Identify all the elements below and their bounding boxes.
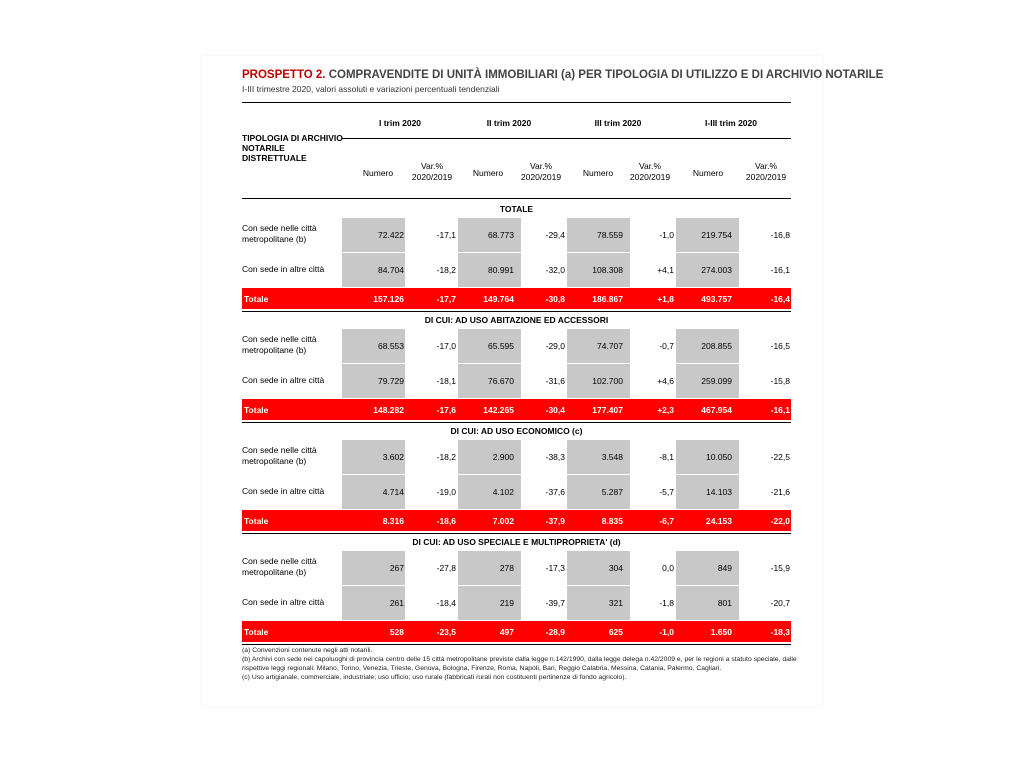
table-cell: 5.287: [601, 487, 623, 497]
footnote: (c) Uso artigianale, commerciale, industriale; uso ufficio; uso rurale (fabbricati rurali non costituenti pertinenze di fondo agricolo).: [242, 674, 627, 681]
total-label: Totale: [244, 627, 269, 637]
header-period-3: III trim 2020: [594, 118, 642, 128]
table-cell: -16,5: [770, 341, 790, 351]
table-cell: -18,2: [436, 265, 456, 275]
footnotes: [242, 646, 802, 682]
header-row-label-1: TIPOLOGIA DI ARCHIVIO: [242, 133, 343, 143]
footnote: (a) Convenzioni contenute negli atti notarili.: [242, 647, 373, 654]
table-cell: +4,1: [657, 265, 674, 275]
header-period-2: II trim 2020: [486, 118, 532, 128]
table-title: [242, 69, 883, 81]
total-cell: -30,4: [545, 405, 565, 415]
table-cell: 4.714: [382, 487, 404, 497]
total-label: Totale: [244, 516, 269, 526]
table-cell: -29,0: [545, 341, 565, 351]
section-rule: [242, 311, 791, 312]
section-rule: [242, 533, 791, 534]
total-label: Totale: [244, 405, 269, 415]
total-label: Totale: [244, 294, 269, 304]
total-cell: 1.650: [710, 627, 732, 637]
table-cell: 3.602: [382, 452, 404, 462]
section-title: DI CUI: AD USO SPECIALE E MULTIPROPRIETA' (d): [412, 537, 621, 547]
total-cell: +1,8: [657, 294, 674, 304]
header-top-rule: [242, 102, 791, 103]
table-subtitle: I-III trimestre 2020, valori assoluti e variazioni percentuali tendenziali: [242, 84, 500, 94]
table-cell: 849: [717, 563, 732, 573]
section-rule: [242, 644, 791, 645]
table-cell: -19,0: [436, 487, 456, 497]
table-cell: 259.099: [701, 376, 732, 386]
total-cell: 8.835: [601, 516, 623, 526]
total-cell: 24.153: [706, 516, 732, 526]
row-label-line2: metropolitane (b): [242, 345, 307, 355]
row-label: Con sede in altre città: [242, 264, 325, 274]
total-cell: 148.282: [373, 405, 404, 415]
total-cell: -18,6: [436, 516, 456, 526]
table-cell: -32,0: [545, 265, 565, 275]
row-label-line2: metropolitane (b): [242, 567, 307, 577]
total-cell: -1,0: [659, 627, 674, 637]
total-cell: 157.126: [373, 294, 404, 304]
table-cell: -17,3: [545, 563, 565, 573]
header-numero-4: Numero: [692, 168, 724, 178]
total-cell: 177.407: [592, 405, 623, 415]
table-cell: -22,5: [770, 452, 790, 462]
table-cell: 68.773: [488, 230, 514, 240]
header-period-4: I-III trim 2020: [705, 118, 757, 128]
total-cell: -18,3: [770, 627, 790, 637]
table-cell: -29,4: [545, 230, 565, 240]
header-row-label-2: NOTARILE: [242, 143, 285, 153]
total-cell: 186.867: [592, 294, 623, 304]
table-cell: 801: [717, 598, 732, 608]
table-cell: -16,8: [770, 230, 790, 240]
header-var-year-2: 2020/2019: [520, 172, 562, 182]
header-period-1: I trim 2020: [378, 118, 422, 128]
header-numero-3: Numero: [582, 168, 614, 178]
total-cell: -16,1: [770, 405, 790, 415]
table-cell: 10.050: [706, 452, 732, 462]
table-cell: 321: [608, 598, 623, 608]
total-cell: -16,4: [770, 294, 790, 304]
table-cell: -15,9: [770, 563, 790, 573]
table-cell: 2.900: [492, 452, 514, 462]
header-sub-rule: [342, 138, 791, 139]
row-label-line2: metropolitane (b): [242, 456, 307, 466]
total-cell: -17,6: [436, 405, 456, 415]
total-cell: 8.316: [382, 516, 404, 526]
table-cell: -1,8: [659, 598, 674, 608]
section-title: DI CUI: AD USO ABITAZIONE ED ACCESSORI: [424, 315, 609, 325]
table-cell: -0,7: [659, 341, 674, 351]
table-cell: 274.003: [701, 265, 732, 275]
table-cell: -20,7: [770, 598, 790, 608]
row-label: Con sede nelle città: [242, 223, 317, 233]
title-prefix: PROSPETTO 2.: [242, 69, 326, 81]
total-cell: -28,9: [545, 627, 565, 637]
table-cell: 108.308: [592, 265, 623, 275]
table-cell: -39,7: [545, 598, 565, 608]
total-cell: 528: [389, 627, 404, 637]
total-cell: 149.764: [483, 294, 514, 304]
footnote: (b) Archivi con sede nei capoluoghi di provincia centro delle 15 città metropolitane previste dalla legge n.142/1990, dalla legge delega n.42/2009 e, per le regioni a statuto speciale, dalle rispettive leggi regionali: Milano, Torino, Venezia, Trieste, Genova, Bologna, Firenze, Roma, Napoli, Bari, Reggio Calabria, Messina, Catania, Palermo, Cagliari.: [242, 656, 797, 672]
table-cell: 80.991: [488, 265, 514, 275]
header-var-year-4: 2020/2019: [745, 172, 787, 182]
table-cell: 68.553: [378, 341, 404, 351]
table-cell: -37,6: [545, 487, 565, 497]
row-label: Con sede in altre città: [242, 597, 325, 607]
table-cell: -18,2: [436, 452, 456, 462]
table-cell: 267: [389, 563, 404, 573]
table-cell: -18,4: [436, 598, 456, 608]
total-cell: 625: [608, 627, 623, 637]
table-cell: -18,1: [436, 376, 456, 386]
row-label: Con sede in altre città: [242, 486, 325, 496]
header-numero-1: Numero: [362, 168, 394, 178]
row-label: Con sede nelle città: [242, 445, 317, 455]
total-cell: -30,8: [545, 294, 565, 304]
header-var-year-1: 2020/2019: [411, 172, 453, 182]
table-cell: 208.855: [701, 341, 732, 351]
total-cell: 467.954: [701, 405, 732, 415]
table-cell: 0,0: [662, 563, 674, 573]
header-row-label-3: DISTRETTUALE: [242, 153, 307, 163]
row-label: Con sede nelle città: [242, 556, 317, 566]
total-cell: 497: [499, 627, 514, 637]
table-cell: 79.729: [378, 376, 404, 386]
total-cell: -37,9: [545, 516, 565, 526]
table-cell: 102.700: [592, 376, 623, 386]
table-cell: -17,0: [436, 341, 456, 351]
total-cell: -23,5: [436, 627, 456, 637]
total-cell: +2,3: [657, 405, 674, 415]
table-cell: -21,6: [770, 487, 790, 497]
table-cell: -8,1: [659, 452, 674, 462]
table-cell: 65.595: [488, 341, 514, 351]
table-cell: -31,6: [545, 376, 565, 386]
table-cell: 3.548: [601, 452, 623, 462]
table-cell: 304: [608, 563, 623, 573]
header-var-2: Var.%: [529, 161, 553, 171]
table-cell: 219: [499, 598, 514, 608]
total-cell: -6,7: [659, 516, 674, 526]
table-cell: 278: [499, 563, 514, 573]
table-cell: 14.103: [706, 487, 732, 497]
total-cell: 7.002: [492, 516, 514, 526]
table-cell: -38,3: [545, 452, 565, 462]
title-text: COMPRAVENDITE DI UNITÀ IMMOBILIARI (a) PER TIPOLOGIA DI UTILIZZO E DI ARCHIVIO NOTARILE: [325, 69, 884, 81]
table-cell: -17,1: [436, 230, 456, 240]
total-cell: 142.265: [483, 405, 514, 415]
row-label: Con sede nelle città: [242, 334, 317, 344]
header-numero-2: Numero: [472, 168, 504, 178]
table-cell: 72.422: [378, 230, 404, 240]
header-bottom-rule: [242, 198, 791, 199]
table-cell: -15,8: [770, 376, 790, 386]
header-var-4: Var.%: [754, 161, 778, 171]
document-page: [202, 56, 884, 706]
table-cell: -27,8: [436, 563, 456, 573]
table-cell: -1,0: [659, 230, 674, 240]
table-cell: 78.559: [597, 230, 623, 240]
total-cell: 493.757: [701, 294, 732, 304]
total-cell: -17,7: [436, 294, 456, 304]
table-cell: 74.707: [597, 341, 623, 351]
section-rule: [242, 422, 791, 423]
header-var-year-3: 2020/2019: [629, 172, 671, 182]
row-label: Con sede in altre città: [242, 375, 325, 385]
table-cell: 4.102: [492, 487, 514, 497]
table-cell: -16,1: [770, 265, 790, 275]
table-cell: 76.670: [488, 376, 514, 386]
table-cell: 219.754: [701, 230, 732, 240]
table-cell: 84.704: [378, 265, 404, 275]
table-cell: -5,7: [659, 487, 674, 497]
total-cell: -22,0: [770, 516, 790, 526]
row-label-line2: metropolitane (b): [242, 234, 307, 244]
table-cell: 261: [389, 598, 404, 608]
section-title: TOTALE: [499, 204, 534, 214]
table-cell: +4,6: [657, 376, 674, 386]
header-var-3: Var.%: [638, 161, 662, 171]
section-title: DI CUI: AD USO ECONOMICO (c): [450, 426, 583, 436]
header-var-1: Var.%: [420, 161, 444, 171]
